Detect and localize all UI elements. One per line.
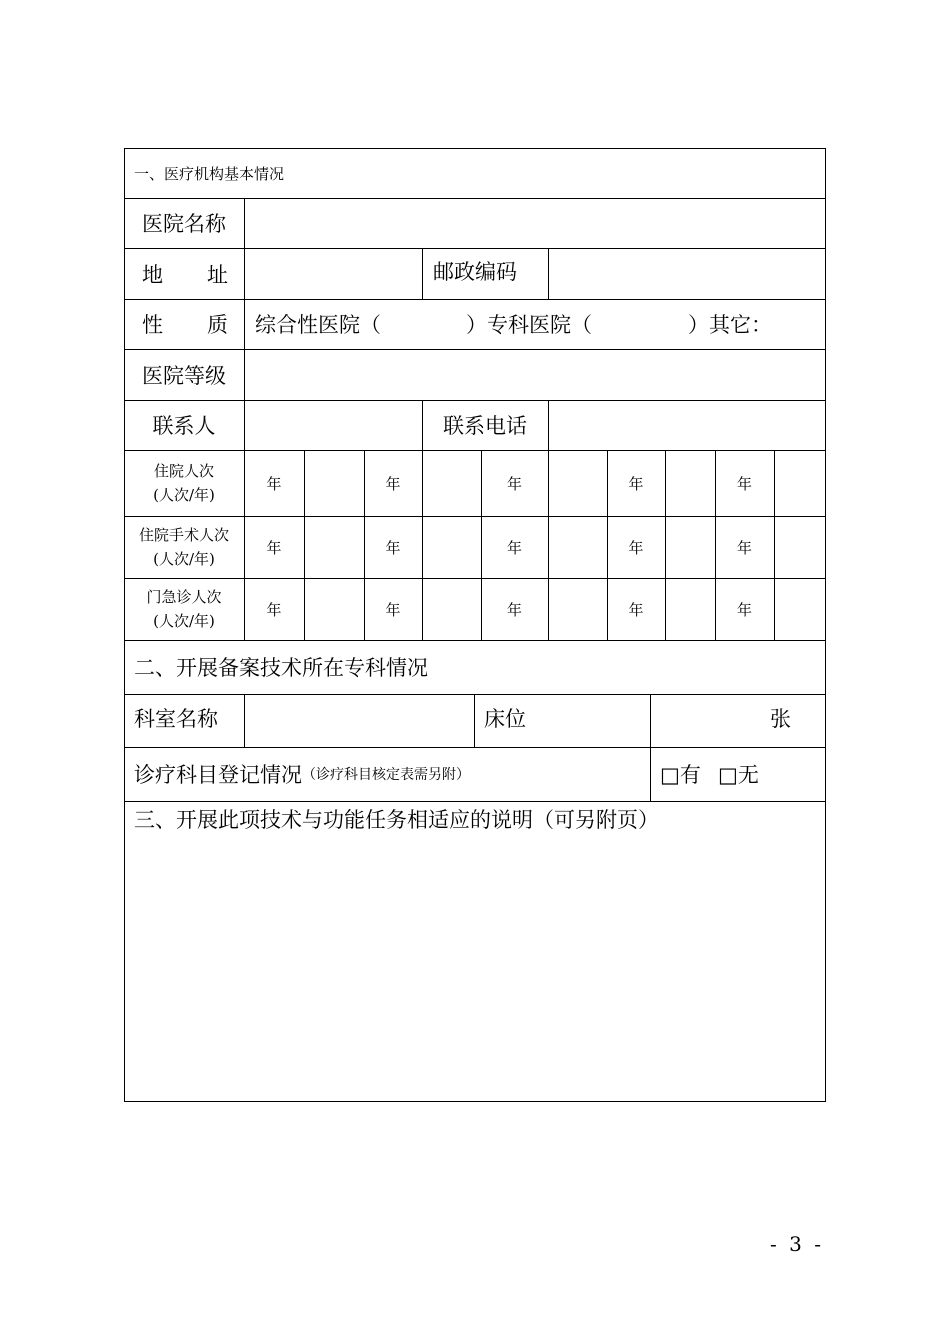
registration-label: 诊疗科目登记情况: [134, 763, 302, 787]
nature-option-general[interactable]: 综合性医院（: [255, 313, 381, 337]
year-label: 年: [266, 538, 282, 557]
year-field[interactable]: [423, 579, 481, 640]
year-label: 年: [385, 538, 401, 557]
nature-label: [142, 299, 228, 349]
section-1-title: 一、医疗机构基本情况: [134, 164, 285, 183]
value-field[interactable]: [666, 517, 715, 578]
row-divider: [124, 801, 826, 802]
value-field[interactable]: [666, 579, 715, 640]
year-field[interactable]: [423, 451, 481, 516]
hospital-name-label: 医院名称: [142, 212, 226, 236]
year-field[interactable]: [305, 451, 364, 516]
nature-label-part-2: 质: [207, 313, 228, 337]
nature-option-other[interactable]: ）其它：: [688, 313, 772, 337]
inpatient-surgery-label: [124, 516, 244, 578]
address-label-part-2: 址: [207, 262, 228, 287]
section-2-title: 二、开展备案技术所在专科情况: [134, 656, 428, 680]
beds-unit: 张: [770, 707, 791, 731]
address-label: [142, 248, 228, 299]
year-label: 年: [628, 474, 644, 493]
stats-row-label-line2: (人次/年): [153, 550, 215, 568]
value-field[interactable]: [775, 451, 825, 516]
year-label: 年: [385, 474, 401, 493]
year-label: 年: [266, 600, 282, 619]
year-field[interactable]: [305, 579, 364, 640]
year-label: 年: [266, 474, 282, 493]
hospital-grade-field[interactable]: [245, 350, 825, 400]
year-label: 年: [385, 600, 401, 619]
value-field[interactable]: [775, 517, 825, 578]
registration-note: （诊疗科目核定表需另附）: [302, 767, 470, 783]
department-name-label: 科室名称: [134, 707, 218, 731]
section-3-title: 三、开展此项技术与功能任务相适应的说明（可另附页）: [134, 808, 659, 832]
col-divider: [474, 694, 475, 747]
col-divider: [422, 248, 423, 299]
contact-person-label: 联系人: [152, 414, 216, 438]
year-label: 年: [506, 538, 522, 557]
value-field[interactable]: [549, 451, 607, 516]
year-label: 年: [506, 600, 522, 619]
year-label: 年: [628, 538, 644, 557]
address-label-part-1: 地: [142, 262, 163, 287]
inpatient-visits-label: [124, 450, 244, 516]
year-label: 年: [506, 474, 522, 493]
postal-code-label: 邮政编码: [433, 259, 517, 284]
checkbox-no[interactable]: □无: [718, 763, 759, 787]
value-field[interactable]: [775, 579, 825, 640]
department-name-field[interactable]: [245, 695, 474, 747]
checkbox-yes[interactable]: □有: [660, 763, 701, 787]
page-number: - 3 -: [770, 1232, 824, 1256]
hospital-name-field[interactable]: [245, 199, 825, 248]
beds-count-field[interactable]: [651, 695, 771, 747]
year-label: 年: [736, 474, 752, 493]
postal-code-field[interactable]: [549, 249, 825, 299]
value-field[interactable]: [549, 579, 607, 640]
stats-row-label-line1: 门急诊人次: [146, 588, 222, 606]
stats-row-label-line1: 住院手术人次: [138, 526, 229, 544]
year-field[interactable]: [423, 517, 481, 578]
year-label: 年: [736, 538, 752, 557]
outpatient-visits-label: [124, 578, 244, 640]
nature-label-part-1: 性: [142, 313, 163, 337]
table-border-bottom: [124, 1101, 826, 1102]
filing-form-table: [124, 148, 826, 1102]
year-field[interactable]: [305, 517, 364, 578]
beds-label: 床位: [484, 707, 526, 731]
table-border-right: [825, 148, 826, 1102]
stats-row-label-line2: (人次/年): [153, 612, 215, 630]
value-field[interactable]: [666, 451, 715, 516]
nature-option-specialty[interactable]: ）专科医院（: [466, 313, 592, 337]
registration-label-cell: [134, 747, 644, 801]
year-label: 年: [628, 600, 644, 619]
value-field[interactable]: [549, 517, 607, 578]
hospital-grade-label: 医院等级: [142, 363, 226, 388]
contact-phone-field[interactable]: [549, 401, 825, 450]
stats-row-label-line1: 住院人次: [153, 462, 214, 480]
section-3-description-area[interactable]: [125, 848, 825, 1100]
contact-phone-label: 联系电话: [443, 414, 527, 438]
stats-row-label-line2: (人次/年): [153, 486, 215, 504]
year-label: 年: [736, 600, 752, 619]
contact-person-field[interactable]: [245, 401, 422, 450]
address-field[interactable]: [245, 249, 422, 299]
